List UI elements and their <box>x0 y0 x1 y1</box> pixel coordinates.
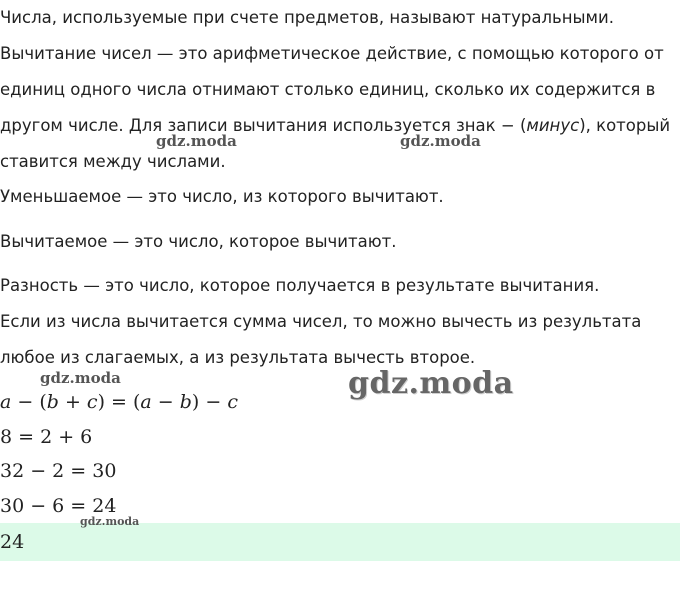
answer-box <box>0 523 680 561</box>
definition-subtrahend: Вычитаемое — это число, которое вычитают. <box>0 232 397 251</box>
definition-minuend: Уменьшаемое — это число, из которого вычитают. <box>0 187 444 206</box>
subtraction-text-end: ), который ставится между числами. <box>0 116 671 171</box>
definition-difference: Разность — это число, которое получается в результате вычитания. <box>0 276 600 295</box>
definition-subtraction <box>0 36 678 180</box>
equation-3: 30 − 6 = 24 <box>0 495 117 517</box>
watermark: gdz.moda <box>348 366 514 401</box>
answer-value: 24 <box>0 531 25 553</box>
subtraction-text-start: Вычитание чисел — это арифметическое действие, с помощью которого от единиц одного числа отнимают столько единиц, сколько их содержится в другом числе. Для записи вычитания используется знак − ( <box>0 44 664 135</box>
watermark: gdz.moda <box>40 369 121 387</box>
watermark: gdz.moda <box>400 132 481 150</box>
formula-rule: a − (b + c) = (a − b) − c <box>0 391 238 413</box>
watermark: gdz.moda <box>156 132 237 150</box>
definition-natural-numbers: Числа, используемые при счете предметов, называют натуральными. <box>0 8 614 27</box>
equation-1: 8 = 2 + 6 <box>0 426 93 448</box>
watermark: gdz.moda <box>80 515 140 528</box>
equation-2: 32 − 2 = 30 <box>0 460 117 482</box>
minus-word: минус <box>526 116 580 135</box>
rule-subtract-sum: Если из числа вычитается сумма чисел, то можно вычесть из результата любое из слагаемых, а из результата вычесть второе. <box>0 312 642 367</box>
